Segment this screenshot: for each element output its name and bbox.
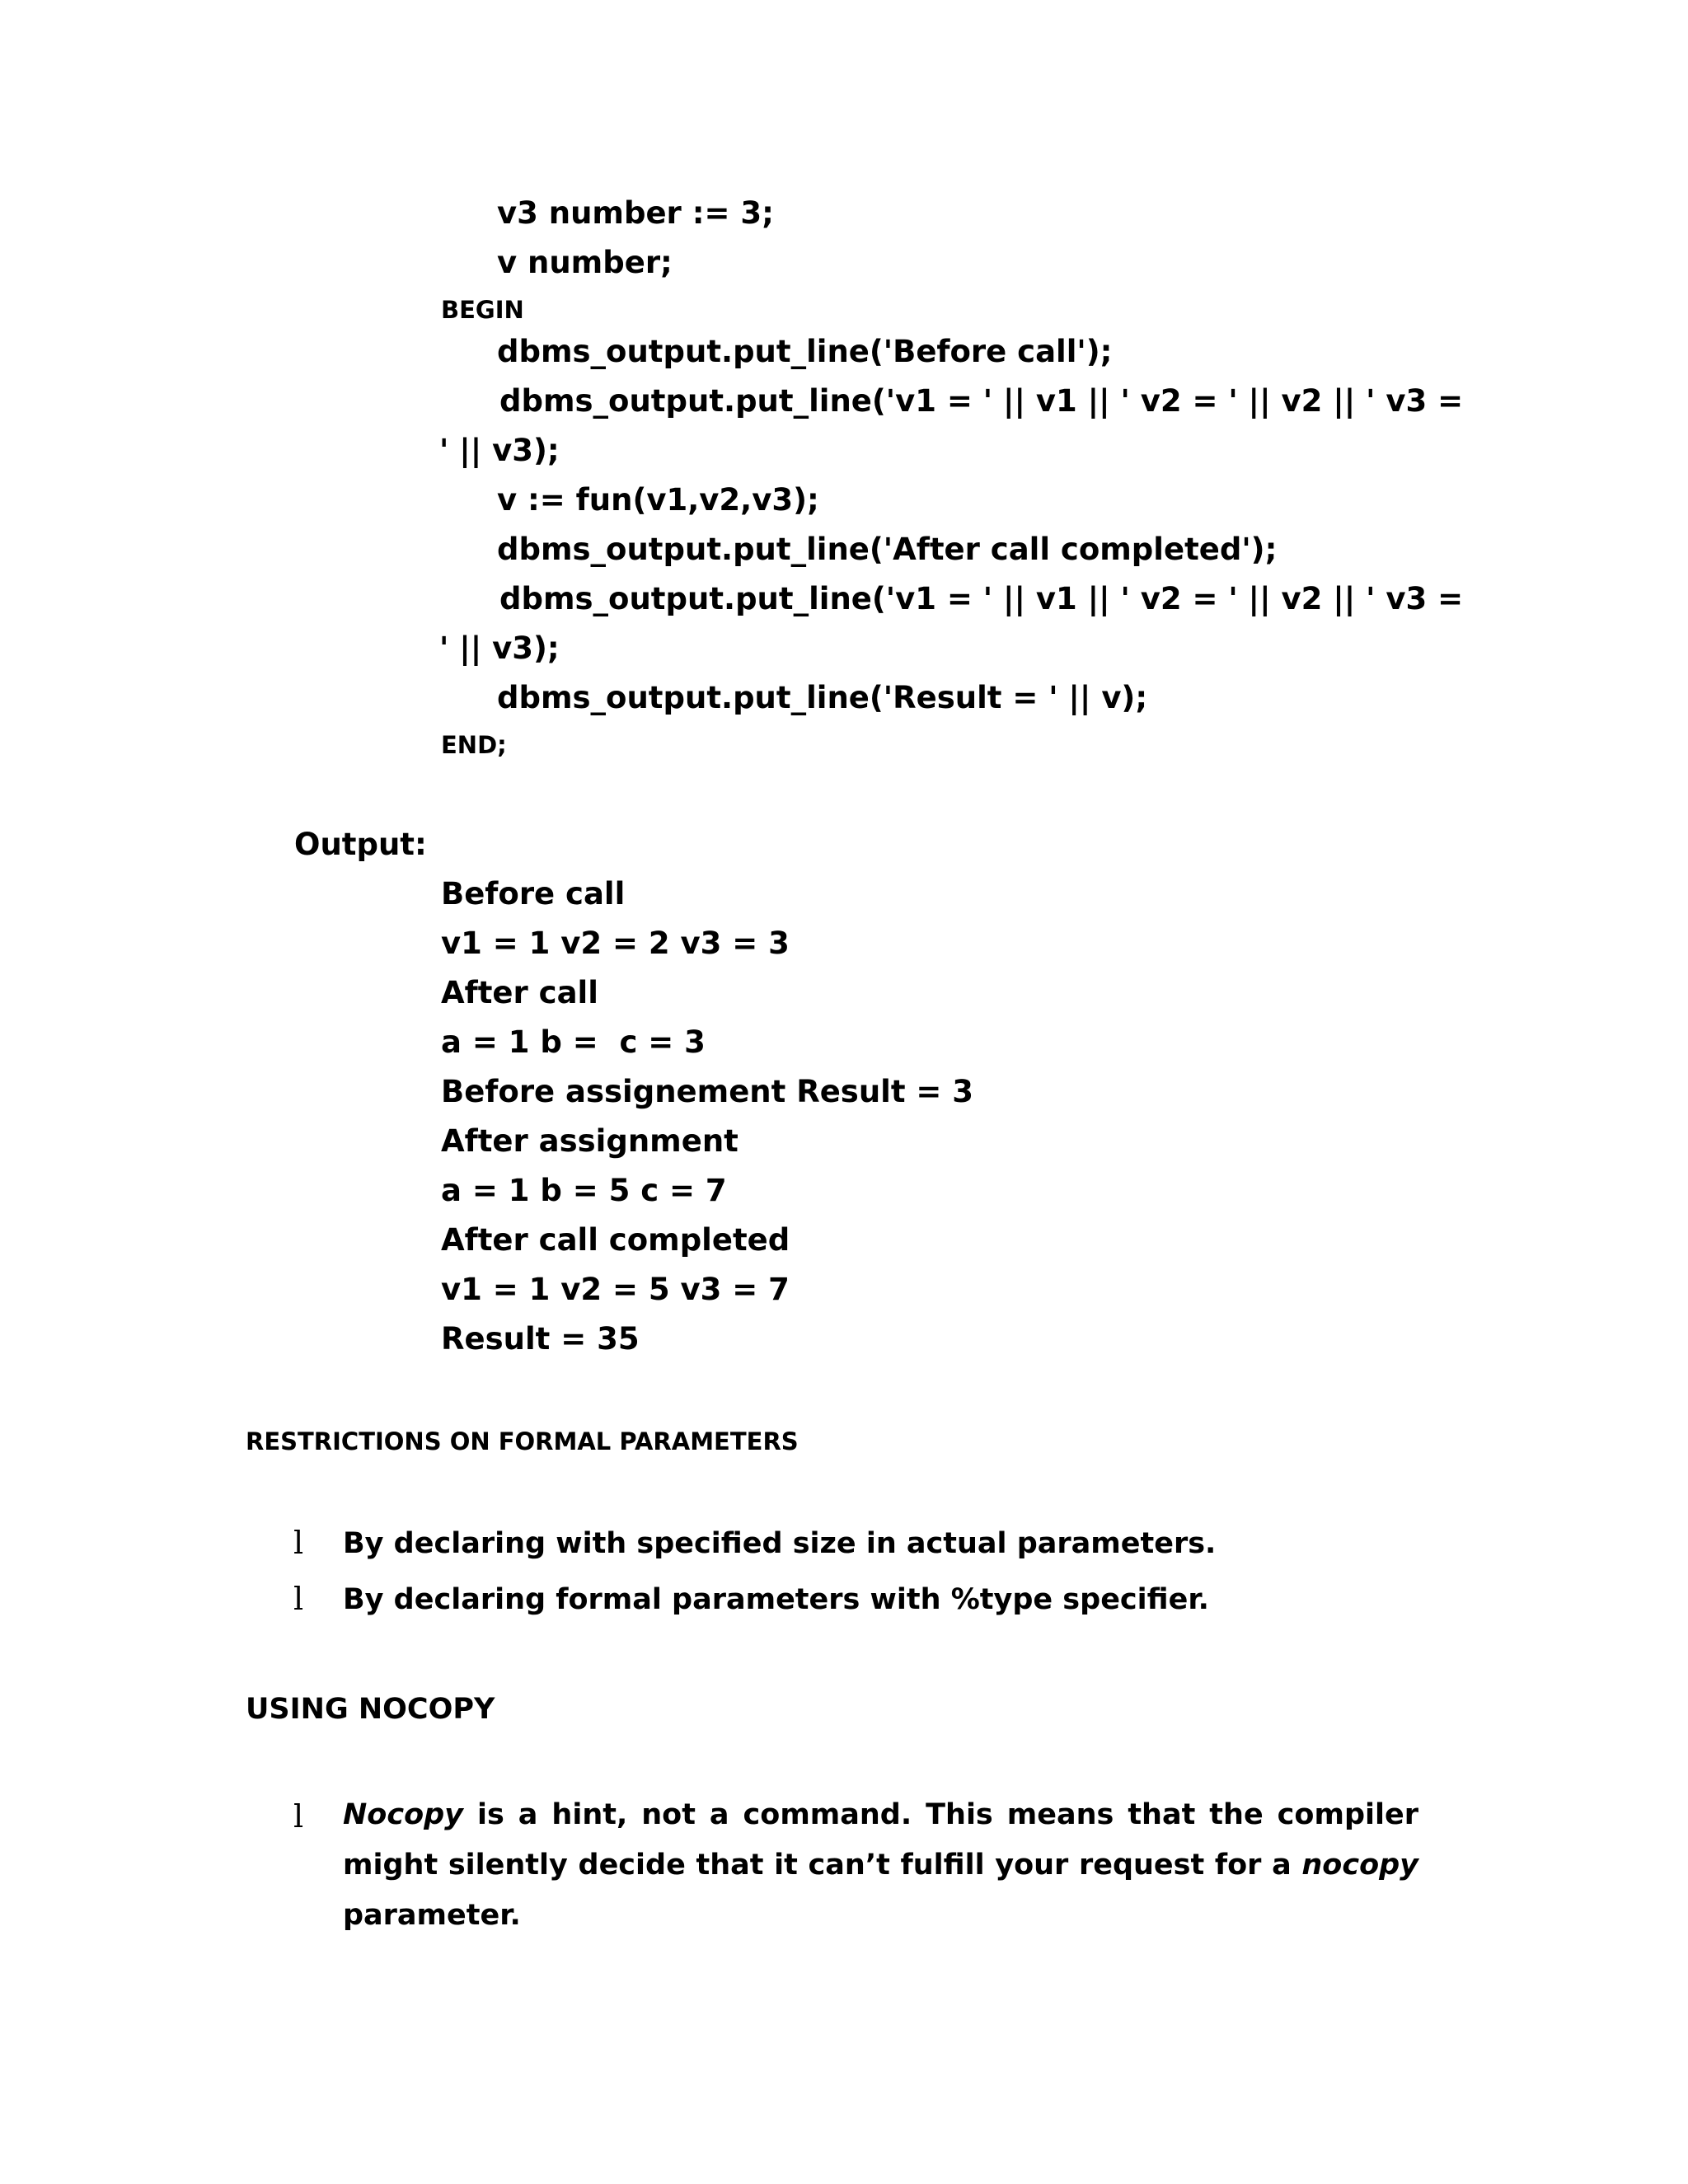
nocopy-paragraph: [343, 1790, 1418, 1941]
paragraph-text: is a hint, not a command. This means that the compiler might silently decide that it can’t fulfill your request for a: [343, 1798, 1418, 1882]
list-item: By declaring with specified size in actual parameters.: [343, 1527, 1217, 1560]
output-line: a = 1 b = c = 3: [441, 1024, 706, 1060]
code-line: v3 number := 3;: [497, 195, 774, 231]
nocopy-term: Nocopy: [343, 1798, 463, 1831]
nocopy-term: nocopy: [1301, 1849, 1418, 1882]
output-line: After call completed: [441, 1222, 790, 1258]
output-line: Before call: [441, 876, 626, 912]
code-line: dbms_output.put_line('Result = ' || v);: [497, 680, 1148, 715]
output-line: Result = 35: [441, 1321, 640, 1357]
output-line: a = 1 b = 5 c = 7: [441, 1173, 727, 1208]
code-line: dbms_output.put_line('v1 = ' || v1 || ' v2 = ' || v2 || ' v3 =: [499, 383, 1464, 419]
nocopy-heading: USING NOCOPY: [246, 1693, 495, 1726]
output-line: After call: [441, 975, 598, 1010]
output-label: Output:: [294, 827, 427, 862]
bullet-icon: l: [293, 1798, 304, 1835]
code-line: v := fun(v1,v2,v3);: [497, 482, 819, 518]
restrictions-heading: RESTRICTIONS ON FORMAL PARAMETERS: [246, 1427, 799, 1455]
bullet-icon: l: [293, 1581, 304, 1617]
output-line: v1 = 1 v2 = 2 v3 = 3: [441, 926, 790, 961]
code-line: dbms_output.put_line('v1 = ' || v1 || ' v2 = ' || v2 || ' v3 =: [499, 581, 1464, 616]
output-line: v1 = 1 v2 = 5 v3 = 7: [441, 1272, 790, 1307]
list-item: By declaring formal parameters with %type specifier.: [343, 1583, 1209, 1616]
code-keyword-begin: BEGIN: [441, 296, 524, 324]
code-line: dbms_output.put_line('After call completed');: [497, 532, 1278, 567]
code-keyword-end: END;: [441, 731, 507, 759]
paragraph-text: parameter.: [343, 1899, 521, 1932]
code-line: v number;: [497, 245, 673, 280]
code-line: ' || v3);: [439, 433, 560, 468]
code-line: ' || v3);: [439, 630, 560, 666]
output-line: Before assignement Result = 3: [441, 1074, 974, 1109]
code-line: dbms_output.put_line('Before call');: [497, 334, 1113, 369]
output-line: After assignment: [441, 1123, 738, 1159]
bullet-icon: l: [293, 1525, 304, 1561]
